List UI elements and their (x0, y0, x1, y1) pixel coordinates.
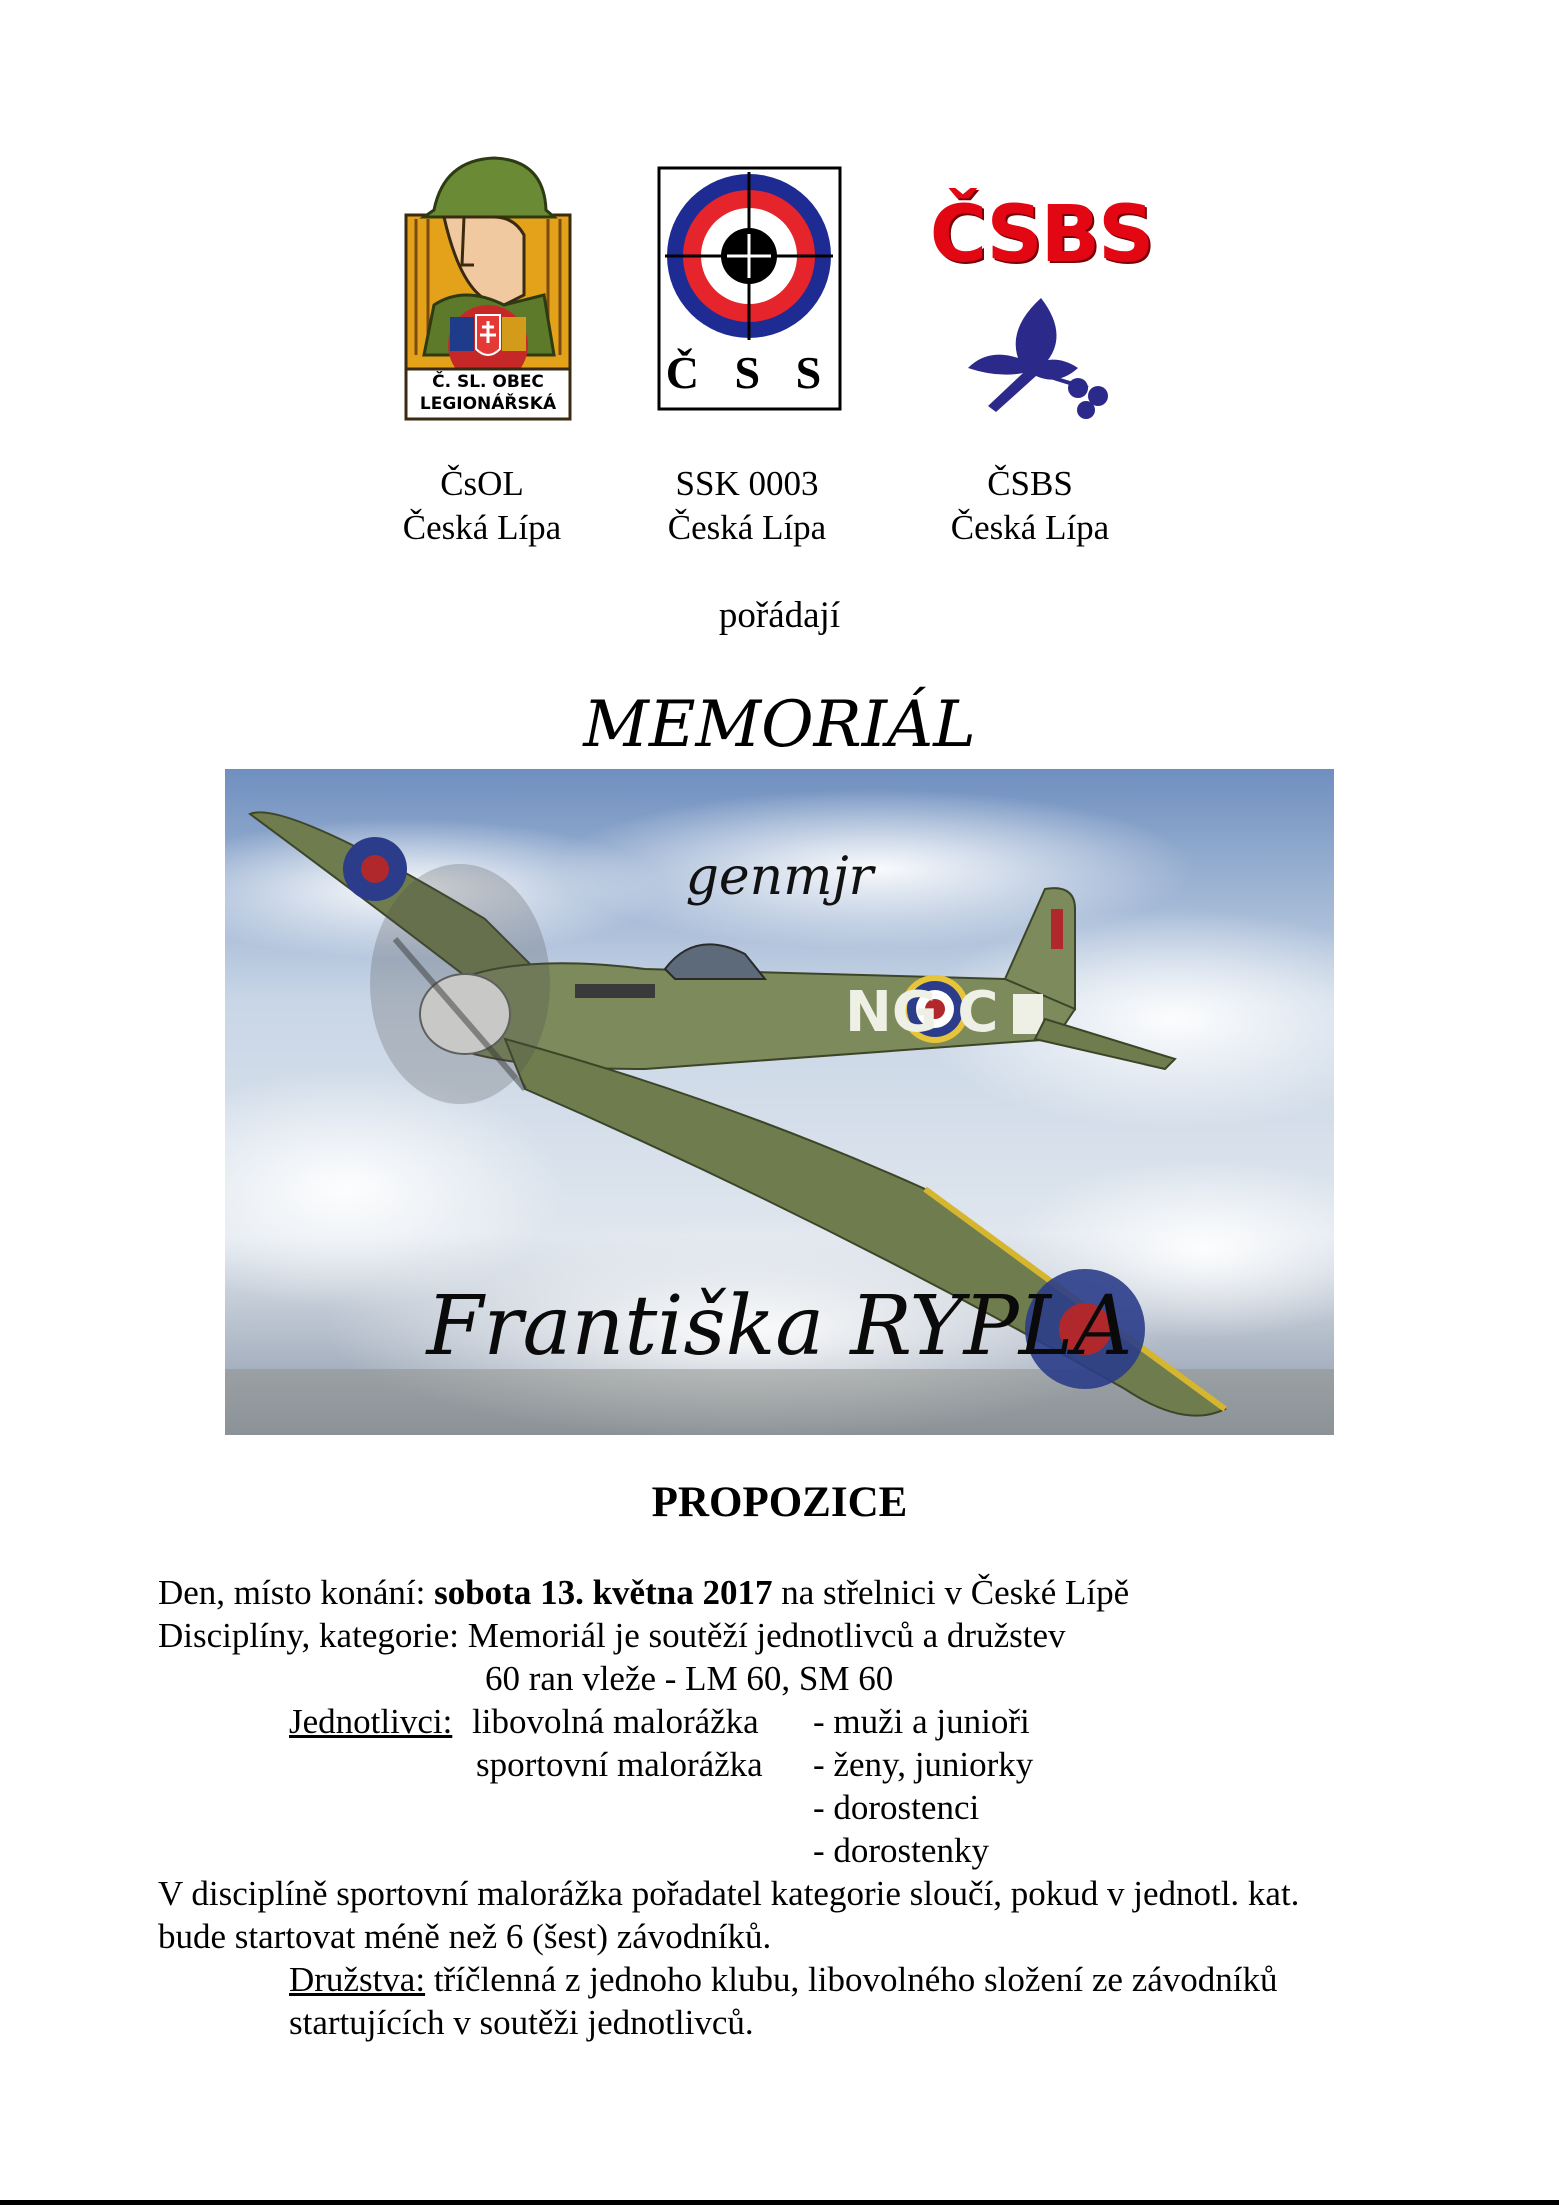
propozice-heading: PROPOZICE (651, 1479, 908, 1526)
disciplines-value: Memoriál je soutěží jednotlivců a družstev (467, 1616, 1066, 1655)
disciplines-format: 60 ran vleže - LM 60, SM 60 (485, 1659, 894, 1698)
disciplines-label: Disciplíny, kategorie: (158, 1616, 459, 1655)
org-city: Česká Lípa (950, 508, 1110, 547)
teams-text: tříčlenná z jednoho klubu, libovolného složení ze závodníků (433, 1960, 1278, 1999)
rifle-free: libovolná malorážka (472, 1702, 759, 1741)
org-city: Česká Lípa (667, 508, 827, 547)
csbs-logo-text: ČSBS (929, 190, 1153, 280)
org-city: Česká Lípa (402, 508, 562, 547)
rank-text: genmjr (685, 847, 874, 907)
merge-note-line-1: V disciplíně sportovní malorážka pořadatel kategorie sloučí, pokud v jednotl. kat. (158, 1874, 1300, 1913)
csol-logo-text-3: LEGIONÁŘSKÁ (419, 394, 557, 414)
category-item: - muži a junioři (813, 1702, 1030, 1741)
org-name: ČSBS (987, 464, 1073, 503)
csol-logo (404, 155, 572, 421)
date-value: sobota 13. května 2017 (434, 1573, 773, 1612)
org-name: ČsOL (440, 464, 524, 503)
teams-text-line-2: startujících v soutěži jednotlivců. (289, 2003, 754, 2042)
teams-line (289, 1958, 1278, 2001)
css-target-logo (657, 166, 842, 411)
spitfire-photo (225, 769, 1334, 1435)
disciplines-line (158, 1614, 1065, 1657)
linden-leaf-icon (928, 288, 1154, 420)
individuals-label: Jednotlivci: (289, 1702, 453, 1741)
rifle-sport: sportovní malorážka (476, 1745, 763, 1784)
org-name: SSK 0003 (675, 464, 819, 503)
honoree-name: Františka RYPLA (426, 1279, 1133, 1374)
teams-label: Družstva: (289, 1960, 426, 1999)
css-logo-text: Č S S (665, 347, 834, 398)
date-line (158, 1571, 1129, 1614)
date-label: Den, místo konání: (158, 1573, 426, 1612)
csbs-logo (928, 190, 1154, 420)
category-item: - dorostenci (813, 1788, 980, 1827)
aircraft-marking: NG C (845, 980, 999, 1045)
ssk-caption (617, 462, 877, 550)
csol-logo-text-2: OBEC (492, 372, 544, 392)
csol-logo-text-1: Č. SL. (432, 372, 487, 392)
category-item: - dorostenky (813, 1831, 989, 1870)
bottom-rule (0, 2200, 1559, 2205)
organize-verb: pořádají (718, 595, 841, 636)
memorial-title: MEMORIÁL (583, 688, 976, 762)
date-place: na střelnici v České Lípě (781, 1573, 1130, 1612)
merge-note-line-2: bude startovat méně než 6 (šest) závodníků. (158, 1917, 772, 1956)
csbs-caption (900, 462, 1160, 550)
category-item: - ženy, juniorky (813, 1745, 1034, 1784)
csol-caption (352, 462, 612, 550)
